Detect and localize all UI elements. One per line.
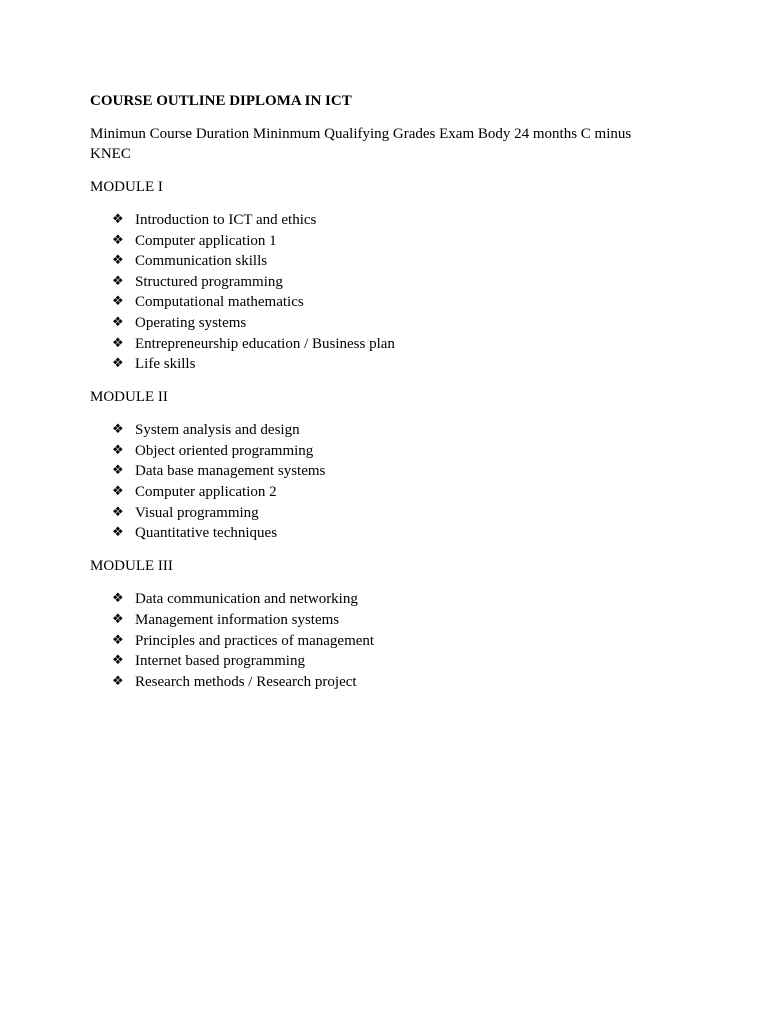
module-section: [90, 387, 650, 544]
diamond-bullet-icon: ❖: [112, 484, 124, 500]
diamond-bullet-icon: ❖: [112, 232, 124, 248]
diamond-bullet-icon: ❖: [112, 442, 124, 458]
module-section: [90, 177, 650, 375]
list-item: [112, 589, 650, 610]
module-course-list: [90, 589, 650, 692]
list-item: [112, 272, 650, 293]
list-item: [112, 210, 650, 231]
course-name: Structured programming: [135, 273, 283, 290]
list-item: [112, 313, 650, 334]
list-item: [112, 610, 650, 631]
list-item: [112, 251, 650, 272]
diamond-bullet-icon: ❖: [112, 653, 124, 669]
list-item: [112, 482, 650, 503]
list-item: [112, 334, 650, 355]
course-name: Principles and practices of management: [135, 632, 375, 649]
list-item: [112, 420, 650, 441]
course-name: Communication skills: [135, 253, 268, 270]
course-name: Management information systems: [135, 611, 340, 628]
list-item: [112, 354, 650, 375]
diamond-bullet-icon: ❖: [112, 632, 124, 648]
diamond-bullet-icon: ❖: [112, 253, 124, 269]
course-name: Operating systems: [135, 314, 247, 331]
diamond-bullet-icon: ❖: [112, 294, 124, 310]
list-item: [112, 461, 650, 482]
diamond-bullet-icon: ❖: [112, 356, 124, 372]
list-item: [112, 631, 650, 652]
course-name: Quantitative techniques: [135, 525, 278, 542]
list-item: [112, 441, 650, 462]
module-course-list: [90, 210, 650, 375]
module-heading: MODULE III: [90, 557, 173, 574]
diamond-bullet-icon: ❖: [112, 673, 124, 689]
course-name: Data communication and networking: [135, 591, 358, 608]
list-item: [112, 523, 650, 544]
diamond-bullet-icon: ❖: [112, 463, 124, 479]
diamond-bullet-icon: ❖: [112, 525, 124, 541]
list-item: [112, 672, 650, 693]
diamond-bullet-icon: ❖: [112, 212, 124, 227]
diamond-bullet-icon: ❖: [112, 422, 124, 438]
list-item: [112, 231, 650, 252]
diamond-bullet-icon: ❖: [112, 504, 124, 520]
course-name: Internet based programming: [135, 653, 305, 670]
course-summary-paragraph: Minimun Course Duration Mininmum Qualifying Grades Exam Body 24 months C minus KNEC: [90, 125, 632, 162]
diamond-bullet-icon: ❖: [112, 591, 124, 607]
module-heading: MODULE I: [90, 178, 163, 195]
document-content: [90, 91, 650, 704]
list-item: [112, 651, 650, 672]
course-name: Visual programming: [135, 504, 259, 521]
course-name: Entrepreneurship education / Business plan: [135, 335, 395, 352]
list-item: [112, 292, 650, 313]
course-name: Computational mathematics: [135, 294, 304, 311]
course-name: Computer application 1: [135, 232, 277, 249]
diamond-bullet-icon: ❖: [112, 314, 124, 330]
course-name: Computer application 2: [135, 484, 277, 501]
module-section: [90, 556, 650, 692]
course-name: Object oriented programming: [135, 442, 314, 459]
document-title: COURSE OUTLINE DIPLOMA IN ICT: [90, 93, 352, 109]
course-name: Introduction to ICT and ethics: [135, 212, 317, 228]
diamond-bullet-icon: ❖: [112, 273, 124, 289]
course-name: Data base management systems: [135, 463, 326, 480]
list-item: [112, 503, 650, 524]
course-name: System analysis and design: [135, 422, 300, 439]
diamond-bullet-icon: ❖: [112, 611, 124, 627]
module-course-list: [90, 420, 650, 544]
course-name: Life skills: [135, 356, 196, 373]
module-heading: MODULE II: [90, 388, 168, 405]
diamond-bullet-icon: ❖: [112, 335, 124, 351]
course-name: Research methods / Research project: [135, 673, 357, 690]
